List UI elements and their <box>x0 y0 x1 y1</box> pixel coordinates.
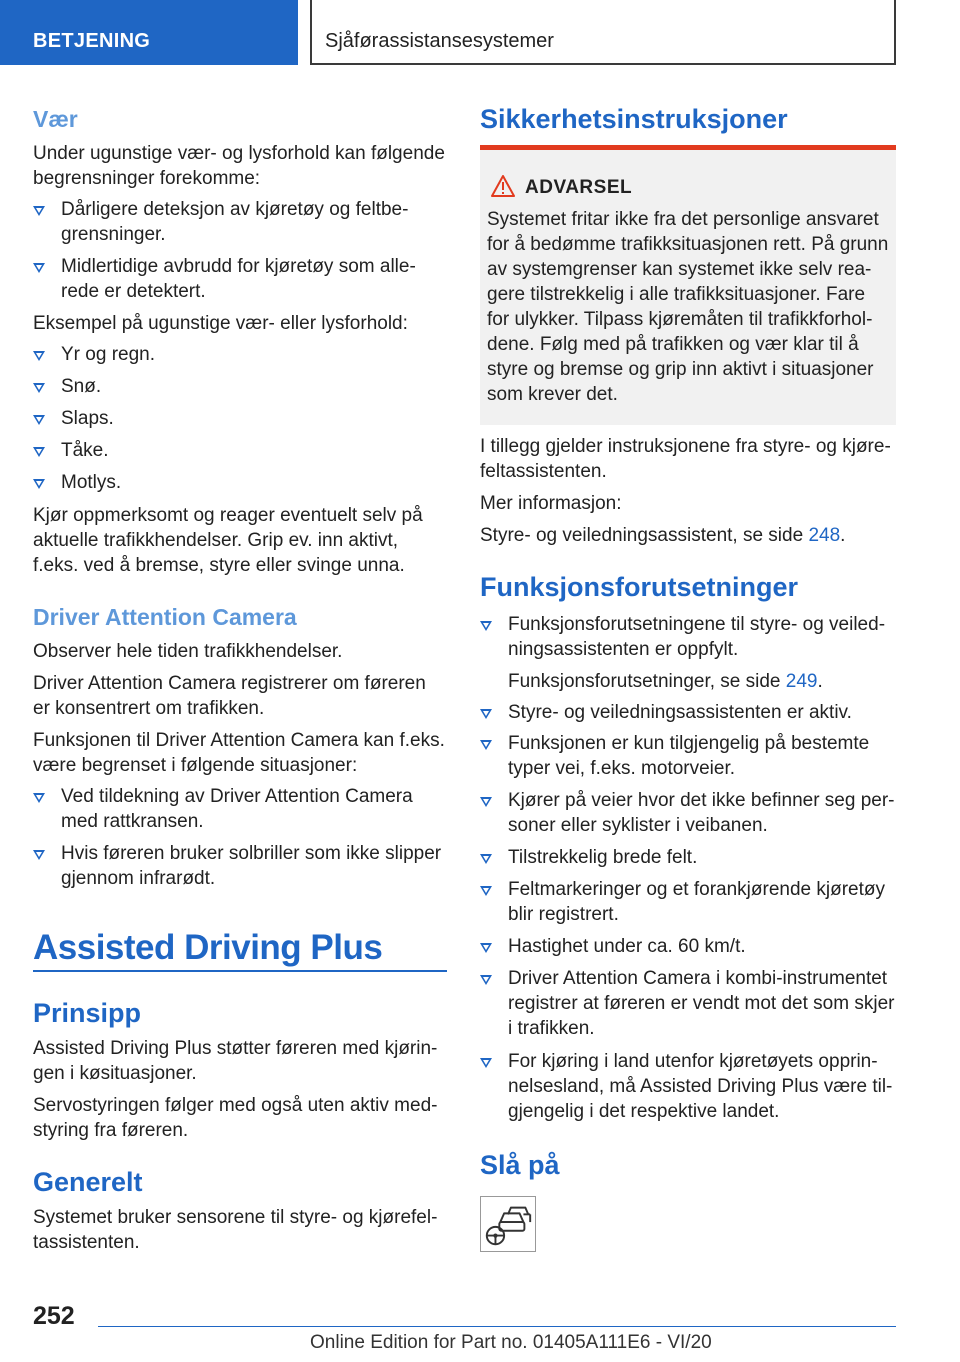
warning-title: ADVARSEL <box>525 177 633 198</box>
bullet-triangle-icon <box>33 206 45 216</box>
header-chapter-label: Sjåførassistansesystemer <box>325 30 554 52</box>
section-title: Assisted Driving Plus <box>33 928 383 967</box>
assisted-driving-icon <box>480 1196 536 1252</box>
bullet-triangle-icon <box>33 415 45 425</box>
bullet-triangle-icon <box>33 263 45 273</box>
bullet-triangle-icon <box>480 709 492 719</box>
dac-paragraph: Observer hele tiden trafikkhendelser. <box>33 641 343 662</box>
list-item: Dårligere deteksjon av kjøretøy og feltbe- grensninger. <box>33 197 447 247</box>
bullet-triangle-icon <box>480 854 492 864</box>
weather-example-intro: Eksempel på ugunstige vær- eller lysforhold: <box>33 313 408 334</box>
bullet-triangle-icon <box>480 1058 492 1068</box>
list-item: Funksjonen er kun tilgjengelig på bestemte typer vei, f.eks. motorveier. <box>480 731 896 781</box>
header-chapter-tab <box>310 0 896 65</box>
dac-paragraph: Driver Attention Camera registrerer om føreren er konsentrert om trafikken. <box>33 673 426 719</box>
footer-rule <box>98 1326 896 1327</box>
principle-paragraph: Assisted Driving Plus støtter føreren med kjørin- gen i køsituasjoner. <box>33 1038 438 1084</box>
list-item: Yr og regn. <box>33 342 447 367</box>
general-heading: Generelt <box>33 1167 143 1197</box>
page-link-249[interactable]: 249 <box>785 671 818 692</box>
list-item: Hastighet under ca. 60 km/t. <box>480 934 896 959</box>
safety-paragraph: Mer informasjon: <box>480 493 622 514</box>
bullet-triangle-icon <box>33 850 45 860</box>
weather-outro: Kjør oppmerksomt og reager eventuelt selv på aktuelle trafikkhendelser. Grip ev. inn aktivt, f.eks. ved å bremse, styre eller svinge unna. <box>33 505 423 576</box>
footer-edition: Online Edition for Part no. 01405A111E6 - VI/20 <box>310 1332 712 1353</box>
header-section-tab <box>0 0 298 65</box>
bullet-triangle-icon <box>480 886 492 896</box>
bullet-triangle-icon <box>33 383 45 393</box>
weather-heading: Vær <box>33 106 78 132</box>
list-item: Driver Attention Camera i kombi-instrumentet registrer at føreren er vendt mot det som skjer i trafikken. <box>480 966 896 1041</box>
warning-box <box>480 145 896 425</box>
safety-paragraph: Styre- og veiledningsassistent, se side 248. <box>480 525 846 546</box>
list-item: Tilstrekkelig brede felt. <box>480 845 896 870</box>
list-item: Slaps. <box>33 406 447 431</box>
bullet-triangle-icon <box>33 447 45 457</box>
weather-intro: Under ugunstige vær- og lysforhold kan følgende begrensninger forekomme: <box>33 143 445 189</box>
list-item: Ved tildekning av Driver Attention Camera med rattkransen. <box>33 784 447 834</box>
list-item: Snø. <box>33 374 447 399</box>
list-item: Tåke. <box>33 438 447 463</box>
bullet-triangle-icon <box>33 479 45 489</box>
general-paragraph: Systemet bruker sensorene til styre- og kjørefel- tassistenten. <box>33 1207 438 1253</box>
dac-paragraph: Funksjonen til Driver Attention Camera kan f.eks. være begrenset i følgende situasjoner: <box>33 730 445 776</box>
list-item: Kjører på veier hvor det ikke befinner seg per- soner eller syklister i veibanen. <box>480 788 896 838</box>
warning-triangle-icon <box>490 174 516 198</box>
bullet-triangle-icon <box>480 797 492 807</box>
switch-on-heading: Slå på <box>480 1150 560 1180</box>
warning-body: Systemet fritar ikke fra det personlige ansvaret for å bedømme trafikksituasjonen rett. På grunn av systemgrenser kan systemet ikke selv rea- gere tilstrekkelig i alle trafikksituasjoner. Fare for ulykker. Tilpass kjøremåten til trafikkforhol- dene. Følg med på trafikken og vær klar til å styre og bremse og grip inn aktivt i situasjoner som krever det. <box>487 209 889 405</box>
page-number: 252 <box>33 1302 75 1330</box>
list-item: For kjøring i land utenfor kjøretøyets opprin- nelsesland, må Assisted Driving Plus være til- gjengelig i det respektive landet. <box>480 1049 896 1124</box>
bullet-triangle-icon <box>33 351 45 361</box>
list-item: Midlertidige avbrudd for kjøretøy som alle- rede er detektert. <box>33 254 447 304</box>
list-item: Styre- og veiledningsassistenten er aktiv. <box>480 700 896 725</box>
list-item: Motlys. <box>33 470 447 495</box>
bullet-triangle-icon <box>33 793 45 803</box>
safety-paragraph: I tillegg gjelder instruksjonene fra styre- og kjøre- feltassistenten. <box>480 436 891 482</box>
bullet-triangle-icon <box>480 740 492 750</box>
safety-heading: Sikkerhetsinstruksjoner <box>480 104 788 134</box>
header-section-label: BETJENING <box>33 30 151 52</box>
principle-paragraph: Servostyringen følger med også uten aktiv med- styring fra føreren. <box>33 1095 438 1141</box>
principle-heading: Prinsipp <box>33 998 142 1028</box>
page-link-248[interactable]: 248 <box>808 525 841 546</box>
list-item: Feltmarkeringer og et forankjørende kjøretøy blir registrert. <box>480 877 896 927</box>
bullet-triangle-icon <box>480 943 492 953</box>
section-title-underline <box>33 970 447 972</box>
bullet-triangle-icon <box>480 621 492 631</box>
list-item: Hvis føreren bruker solbriller som ikke slipper gjennom infrarødt. <box>33 841 447 891</box>
bullet-triangle-icon <box>480 975 492 985</box>
func-heading: Funksjonsforutsetninger <box>480 572 799 602</box>
list-item: Funksjonsforutsetningene til styre- og veiled- ningsassistenten er oppfylt. Funksjonsforutsetninger, se side 249. <box>480 612 896 694</box>
dac-heading: Driver Attention Camera <box>33 604 297 630</box>
